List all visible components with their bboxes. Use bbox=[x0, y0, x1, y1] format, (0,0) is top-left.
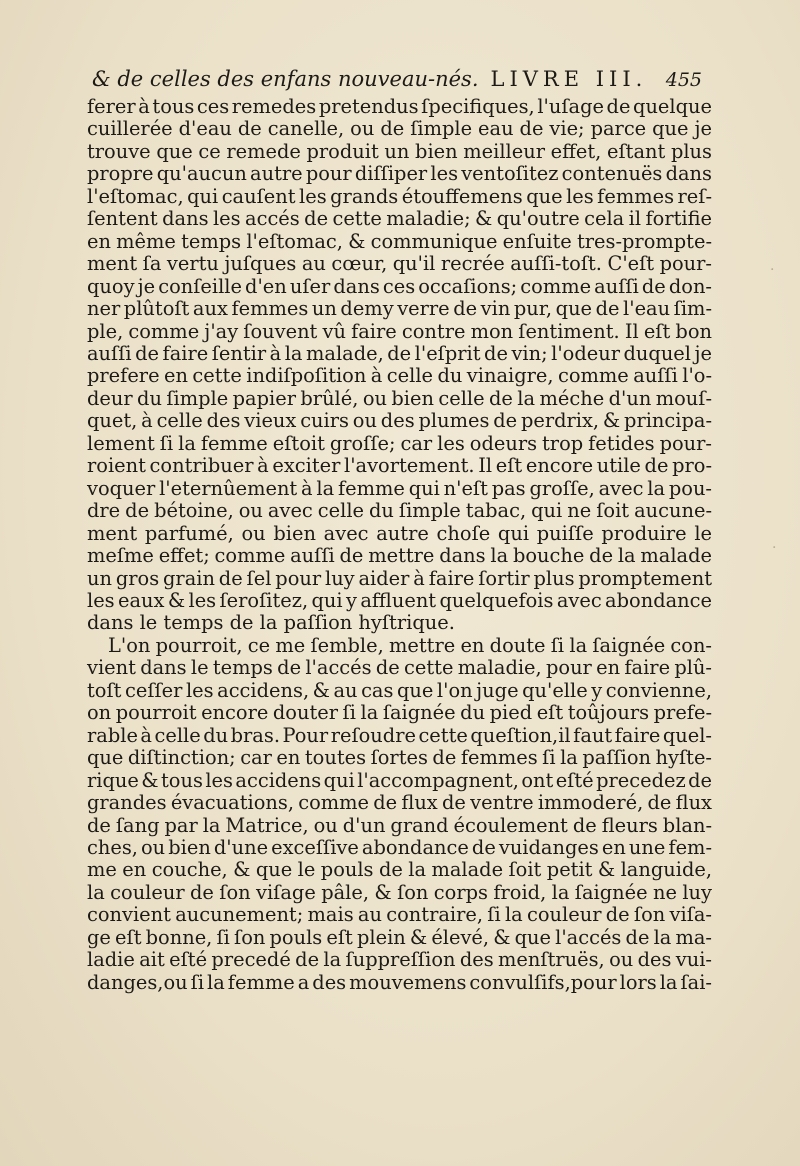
text-line: quet, à celle des vieux cuirs ou des plumes de perdrix, & principa- bbox=[87, 409, 712, 433]
book-label: LIVRE III. bbox=[490, 67, 648, 91]
text-line: ner plûtoſt aux femmes un demy verre de vin pur, que de l'eau ſim- bbox=[87, 297, 712, 321]
text-line: dre de bétoine, ou avec celle du ſimple tabac, qui ne ſoit aucune- bbox=[87, 499, 712, 523]
text-line: dans le temps de la paſſion hyſtrique. bbox=[87, 611, 455, 635]
text-line: grandes évacuations, comme de flux de ventre immoderé, de flux bbox=[87, 791, 712, 815]
text-line: propre qu'aucun autre pour diſſiper les ventoſitez contenuës dans bbox=[87, 162, 712, 186]
text-line: prefere en cette indiſpoſition à celle du vinaigre, comme auſſi l'o- bbox=[87, 364, 712, 388]
text-line: quoy je conſeille d'en uſer dans ces occaſions; comme auſſi de don- bbox=[87, 274, 712, 298]
text-line: cuillerée d'eau de canelle, ou de ſimple eau de vie; parce que je bbox=[87, 117, 712, 141]
text-line: la couleur de ſon viſage pâle, & ſon corps froid, la ſaignée ne luy bbox=[87, 880, 712, 904]
text-line: convient aucunement; mais au contraire, ſi la couleur de ſon viſa- bbox=[87, 903, 712, 927]
margin-mark: · bbox=[770, 262, 775, 278]
text-line: ment parfumé, ou bien avec autre choſe qui puiſſe produire le bbox=[87, 521, 712, 545]
running-header bbox=[92, 64, 702, 94]
text-line: me en couche, & que le pouls de la malade ſoit petit & languide, bbox=[87, 858, 712, 882]
text-line: auſſi de faire ſentir à la malade, de l'eſprit de vin; l'odeur duquel je bbox=[87, 341, 712, 365]
text-line: ment ſa vertu juſques au cœur, qu'il recrée auſſi-toſt. C'eſt pour- bbox=[87, 252, 712, 276]
text-line: ferer à tous ces remedes pretendus ſpecifiques, l'uſage de quelque bbox=[87, 95, 712, 118]
text-line: ches, ou bien d'une exceſſive abondance de vuidanges en une fem- bbox=[87, 835, 712, 859]
text-line: ladie ait eſté precedé de la ſuppreſſion des menſtruës, ou des vui- bbox=[87, 948, 712, 972]
running-title: & de celles des enfans nouveau-nés. bbox=[92, 67, 479, 91]
text-line: roient contribuer à exciter l'avortement. Il eſt encore utile de pro- bbox=[87, 454, 712, 478]
text-line: ple, comme j'ay ſouvent vû faire contre mon ſentiment. Il eſt bon bbox=[87, 319, 712, 343]
text-line: ge eſt bonne, ſi ſon pouls eſt plein & élevé, & que l'accés de la ma- bbox=[87, 925, 712, 949]
text-line: un gros grain de ſel pour luy aider à faire ſortir plus promptement bbox=[87, 566, 712, 590]
text-line: L'on pourroit, ce me ſemble, mettre en doute ſi la ſaignée con- bbox=[108, 633, 712, 657]
text-line: ſentent dans les accés de cette maladie; & qu'outre cela il fortifie bbox=[87, 207, 712, 231]
text-line: de ſang par la Matrice, ou d'un grand écoulement de fleurs blan- bbox=[87, 813, 712, 837]
text-line: trouve que ce remede produit un bien meilleur effet, eſtant plus bbox=[87, 139, 712, 163]
text-line: meſme effet; comme auſſi de mettre dans la bouche de la malade bbox=[87, 544, 712, 568]
text-line: que diſtinction; car en toutes ſortes de femmes ſi la paſſion hyſte- bbox=[87, 746, 712, 770]
text-line: rique & tous les accidens qui l'accompagnent, ont eſté precedez de bbox=[87, 768, 712, 792]
text-line: deur du ſimple papier brûlé, ou bien celle de la méche d'un mouſ- bbox=[87, 386, 712, 410]
text-line: toſt ceſſer les accidens, & au cas que l'on juge qu'elle y convienne, bbox=[87, 678, 712, 702]
text-line: rable à celle du bras. Pour reſoudre cette queſtion,il faut faire quel- bbox=[87, 723, 712, 747]
text-line: les eaux & les ſeroſitez, qui y affluent quelquefois avec abondance bbox=[87, 588, 712, 612]
text-line: danges,ou ſi la femme a des mouvemens convulſifs,pour lors la ſai- bbox=[87, 970, 712, 994]
margin-mark: · bbox=[772, 540, 777, 556]
text-line: voquer l'eternûement à la femme qui n'eſt pas groſſe, avec la pou- bbox=[87, 476, 712, 500]
text-line: on pourroit encore douter ſi la ſaignée du pied eſt toûjours prefe- bbox=[87, 701, 712, 725]
text-line: lement ſi la femme eſtoit groſſe; car les odeurs trop fetides pour- bbox=[87, 431, 712, 455]
text-line: vient dans le temps de l'accés de cette maladie, pour en faire plû- bbox=[87, 656, 712, 680]
page-number: 455 bbox=[665, 69, 702, 91]
body-text bbox=[87, 96, 712, 994]
text-line: l'eſtomac, qui cauſent les grands étouffemens que les femmes reſ- bbox=[87, 184, 712, 208]
text-line: en même temps l'eſtomac, & communique enſuite tres-prompte- bbox=[87, 229, 712, 253]
